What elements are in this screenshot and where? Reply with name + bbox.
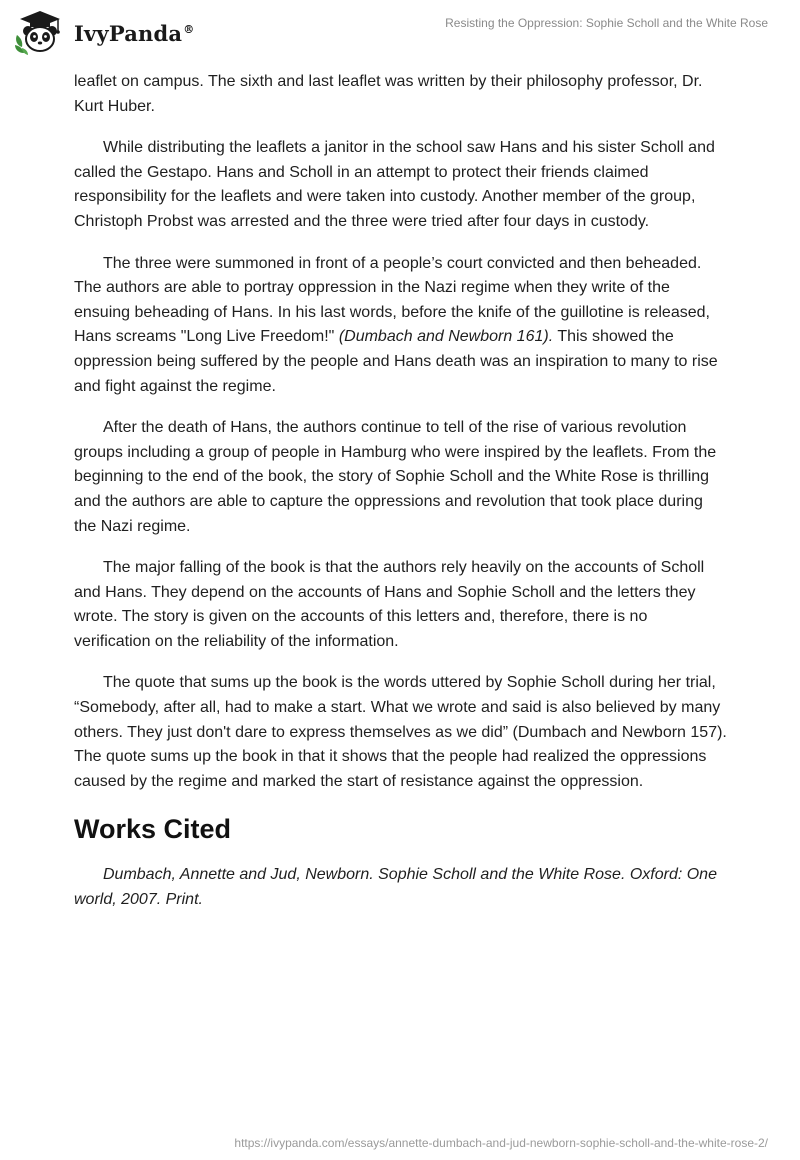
panda-graduate-icon — [14, 9, 66, 55]
paragraph-2: While distributing the leaflets a janitor in the school saw Hans and his sister Scholl and called the Gestapo. Hans and Scholl in an attempt to protect their friends claimed responsibility for the leaflets and were taken into custody. Another member of the group, Christoph Probst was arrested and the three were tried after four days in custody. — [74, 139, 715, 230]
document-title: Resisting the Oppression: Sophie Scholl and the White Rose — [445, 16, 768, 30]
page-header — [0, 0, 800, 70]
logo-wordmark — [74, 21, 194, 46]
works-cited-entry: Dumbach, Annette and Jud, Newborn. Sophie Scholl and the White Rose. Oxford: One world, 2007. Print. — [74, 866, 717, 909]
logo-name: IvyPanda — [74, 20, 183, 46]
source-url[interactable]: https://ivypanda.com/essays/annette-dumbach-and-jud-newborn-sophie-scholl-and-the-white-rose-2/ — [234, 1136, 768, 1150]
paragraph-5: The major falling of the book is that the authors rely heavily on the accounts of Scholl and Hans. They depend on the accounts of Hans and Sophie Scholl and the letters they wrote. The story is given on the accounts of this letters and, therefore, there is no verification on the reliability of the information. — [74, 559, 705, 650]
paragraph-6: The quote that sums up the book is the words uttered by Sophie Scholl during her trial, “Somebody, after all, had to make a start. What we wrote and said is also believed by many others. They just don't dare to express themselves as we did” (Dumbach and Newborn 157). The quote sums up the book in that it shows that the people had realized the oppressions caused by the regime and marked the start of resistance against the oppression. — [74, 674, 727, 790]
works-cited-heading: Works Cited — [74, 814, 232, 845]
paragraph-1: leaflet on campus. The sixth and last leaflet was written by their philosophy professor, Dr. Kurt Huber. — [74, 73, 703, 115]
paragraph-3-text-start: The three were summoned in front of a people’s court convicted and then beheaded. The authors are able to portray oppression in the Nazi regime when they write of the ensuing beheading of Hans. In his last words, before the knife of the guillotine is released, Hans screams "Long Live Freedom!" — [74, 254, 710, 346]
paragraph-3-citation: (Dumbach and Newborn 161). — [338, 328, 554, 346]
logo-registered-mark: ® — [183, 22, 195, 36]
paragraph-4: After the death of Hans, the authors continue to tell of the rise of various revolution groups including a group of people in Hamburg who were inspired by the leaflets. From the beginning to the end of the book, the story of Sophie Scholl and the White Rose is thrilling and the authors are able to capture the oppressions and revolution that took place during the Nazi regime. — [74, 419, 717, 535]
ivypanda-logo[interactable] — [14, 9, 194, 55]
essay-content — [74, 70, 728, 913]
paragraph-3 — [74, 252, 728, 400]
paragraph-3-text-end: This showed the oppression being suffered by the people and Hans death was an inspiration to many to rise and fight against the regime. — [74, 328, 718, 395]
